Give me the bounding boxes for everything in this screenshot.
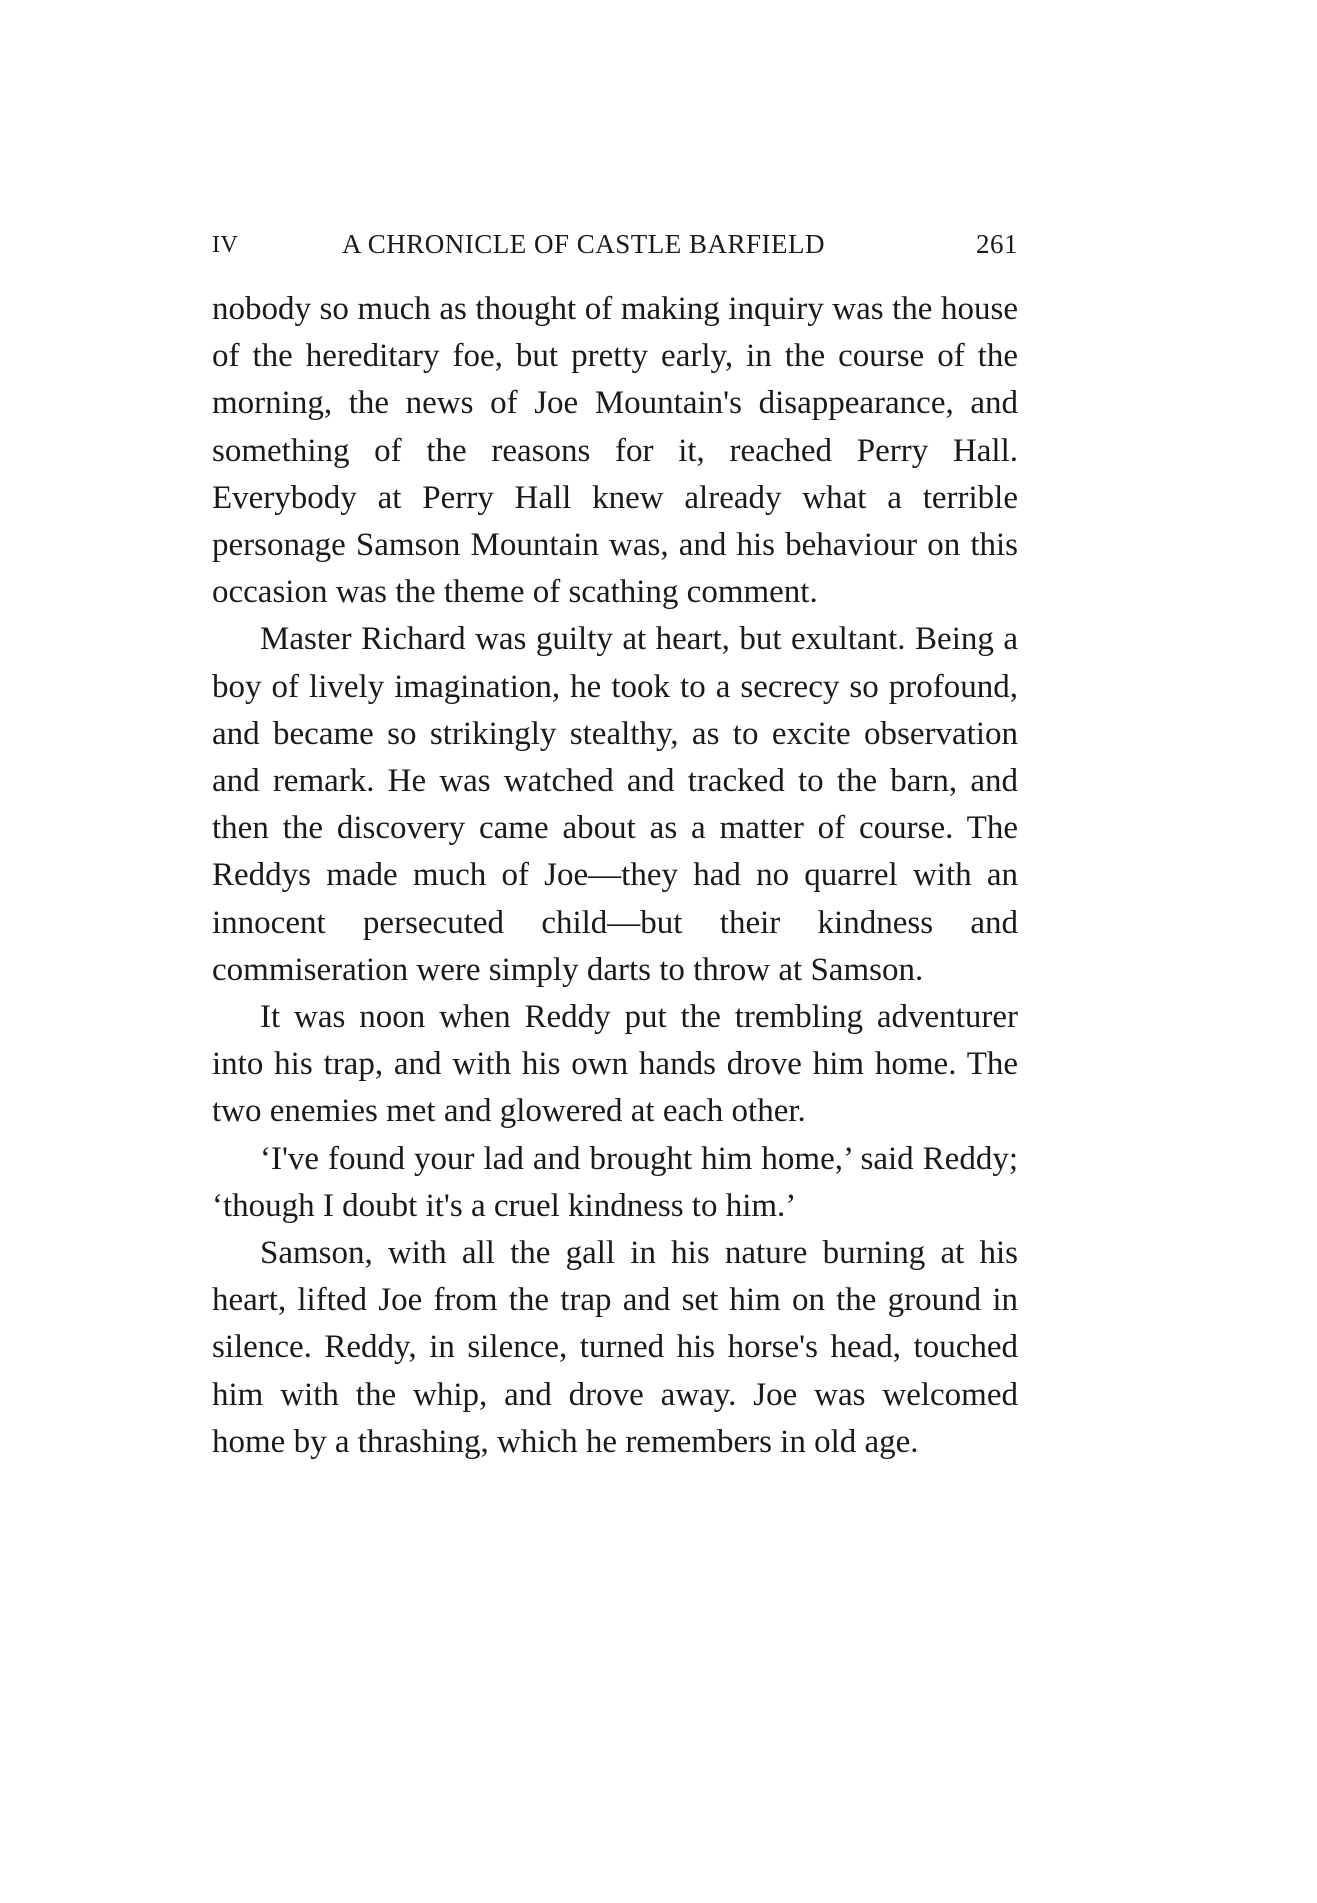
running-head (212, 226, 1018, 266)
chapter-number: IV (212, 232, 239, 258)
paragraph-dialogue: ‘I've found your lad and brought him home,’ said Reddy; ‘though I doubt it's a cruel kindness to him.’ (212, 1140, 1018, 1224)
page-number: 261 (976, 229, 1018, 259)
body-text (212, 286, 1018, 1466)
paragraph: Samson, with all the gall in his nature burning at his heart, lifted Joe from the trap and set him on the ground in silence. Reddy, in silence, turned his horse's head, touched him with the whip, and drove away. Joe was welcomed home by a thrashing, which he remembers in old age. (212, 1235, 1018, 1460)
paragraph-continued: nobody so much as thought of making inquiry was the house of the hereditary foe, but pretty early, in the course of the morning, the news of Joe Mountain's disappearance, and something of the reasons for it, reached Perry Hall. Everybody at Perry Hall knew already what a terrible personage Samson Mountain was, and his behaviour on this occasion was the theme of scathing comment. (212, 291, 1018, 611)
paragraph: It was noon when Reddy put the trembling adventurer into his trap, and with his own hands drove him home. The two enemies met and glowered at each other. (212, 999, 1018, 1130)
paragraph: Master Richard was guilty at heart, but exultant. Being a boy of lively imagination, he took to a secrecy so profound, and became so strikingly stealthy, as to excite observation and remark. He was watched and tracked to the barn, and then the discovery came about as a matter of course. The Reddys made much of Joe—they had no quarrel with an innocent persecuted child—but their kindness and commiseration were simply darts to throw at Samson. (212, 621, 1018, 988)
running-title: A CHRONICLE OF CASTLE BARFIELD (342, 229, 826, 259)
book-page (212, 226, 1018, 1466)
